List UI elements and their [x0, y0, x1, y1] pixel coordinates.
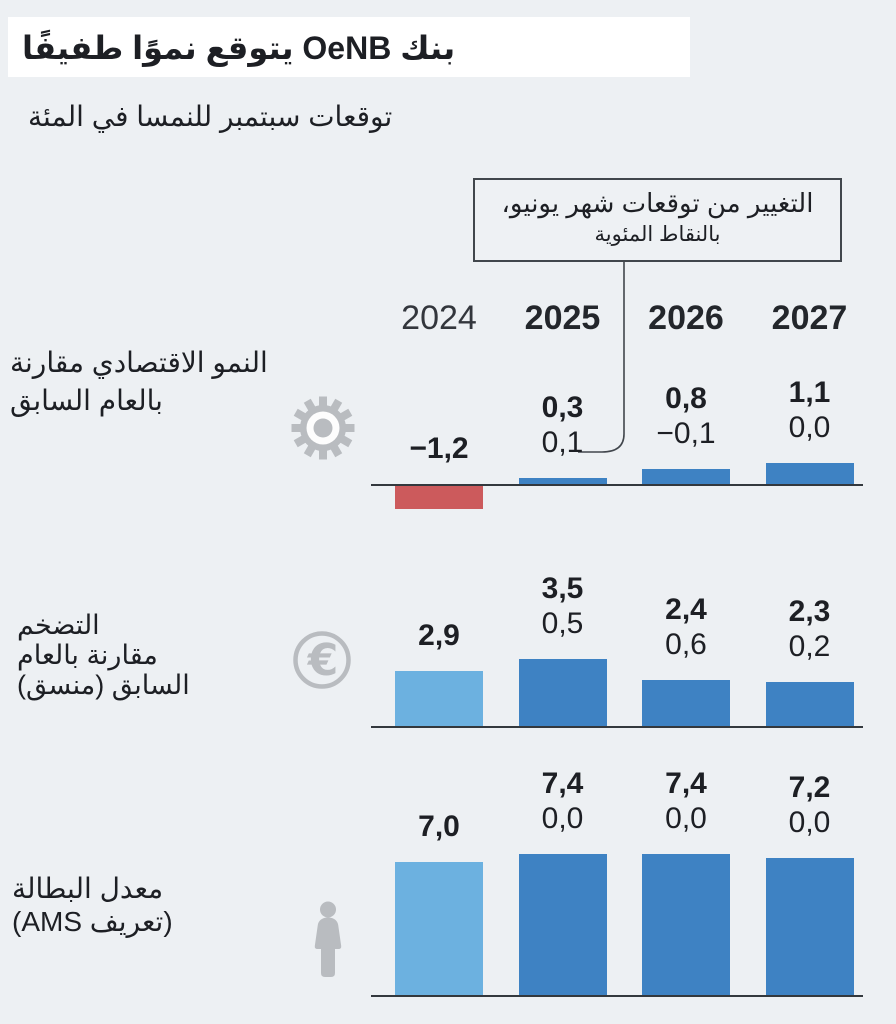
bar-value-labels — [624, 381, 748, 451]
bar-value-label: 2,4 — [665, 593, 707, 626]
bar-2027 — [766, 858, 854, 995]
bar-2026 — [642, 854, 730, 995]
svg-text:€: € — [307, 635, 339, 686]
bar-change-label: 0,5 — [541, 607, 584, 640]
bar-value-labels — [501, 766, 625, 836]
year-label: 2026 — [648, 299, 724, 337]
row-label-inflation-line1: التضخم — [17, 610, 100, 640]
page-subtitle: توقعات سبتمبر للنمسا في المئة — [28, 101, 393, 132]
bar-value-label: 0,8 — [665, 382, 707, 415]
bar-change-label: 0,1 — [541, 426, 584, 459]
bar-change-label: 0,0 — [665, 802, 707, 835]
title-background — [8, 17, 690, 77]
bar-change-label: 0,2 — [788, 630, 831, 663]
bar-2024 — [395, 671, 483, 726]
person-icon — [308, 901, 348, 984]
bar-2027 — [766, 463, 854, 484]
row-label-growth — [10, 344, 268, 420]
bar-value-label: 7,4 — [541, 767, 584, 800]
callout-line1: التغيير من توقعات شهر يونيو، — [501, 188, 814, 218]
row-label-unemployment — [12, 872, 173, 938]
year-label: 2024 — [401, 299, 477, 337]
gear-icon — [290, 395, 356, 466]
row-label-unemployment-line2: (تعريف AMS) — [12, 906, 173, 937]
page-title: بنك OeNB يتوقع نموًا طفيفًا — [22, 30, 456, 66]
bar-2025 — [519, 854, 607, 995]
bar-2027 — [766, 682, 854, 726]
bar-value-label: −1,2 — [409, 432, 469, 465]
row-label-growth-line1: النمو الاقتصادي مقارنة — [10, 347, 268, 378]
bar-2024 — [395, 862, 483, 995]
bar-2025 — [519, 659, 607, 726]
callout-box — [473, 178, 842, 262]
bar-value-label: 7,2 — [788, 771, 831, 804]
bar-value-label: 7,4 — [665, 767, 707, 800]
bar-value-labels — [377, 431, 501, 466]
year-label: 2027 — [771, 299, 848, 337]
row-label-unemployment-line1: معدل البطالة — [12, 873, 164, 904]
bar-value-labels — [748, 375, 872, 445]
bar-value-labels — [624, 766, 748, 836]
callout-line2: بالنقاط المئوية — [594, 223, 721, 246]
row-label-inflation — [17, 610, 190, 700]
bar-value-labels — [748, 594, 872, 664]
bar-change-label: 0,0 — [541, 802, 584, 835]
bar-change-label: 0,6 — [665, 628, 707, 661]
bar-value-labels — [624, 592, 748, 662]
bar-2026 — [642, 469, 730, 484]
bar-2026 — [642, 680, 730, 726]
bar-value-labels — [501, 571, 625, 641]
bar-value-label: 2,9 — [418, 619, 460, 652]
axis-baseline — [371, 995, 863, 997]
bar-change-label: 0,0 — [788, 411, 831, 444]
bar-value-label: 1,1 — [788, 376, 831, 409]
year-label: 2025 — [524, 299, 601, 337]
euro-icon — [289, 627, 355, 698]
row-label-inflation-line3: السابق (منسق) — [17, 670, 190, 700]
bar-value-labels — [377, 809, 501, 844]
bar-value-labels — [377, 618, 501, 653]
bar-value-label: 7,0 — [418, 810, 460, 843]
row-label-inflation-line2: مقارنة بالعام — [17, 640, 158, 670]
bar-2024 — [395, 486, 483, 509]
axis-baseline — [371, 726, 863, 728]
bar-value-label: 0,3 — [541, 391, 584, 424]
bar-value-label: 3,5 — [541, 572, 584, 605]
bar-value-labels — [748, 770, 872, 840]
bar-value-label: 2,3 — [788, 595, 831, 628]
bar-value-labels — [501, 390, 625, 460]
row-label-growth-line2: بالعام السابق — [10, 385, 163, 416]
axis-baseline — [371, 484, 863, 486]
bar-change-label: −0,1 — [656, 417, 716, 450]
bar-change-label: 0,0 — [788, 806, 831, 839]
